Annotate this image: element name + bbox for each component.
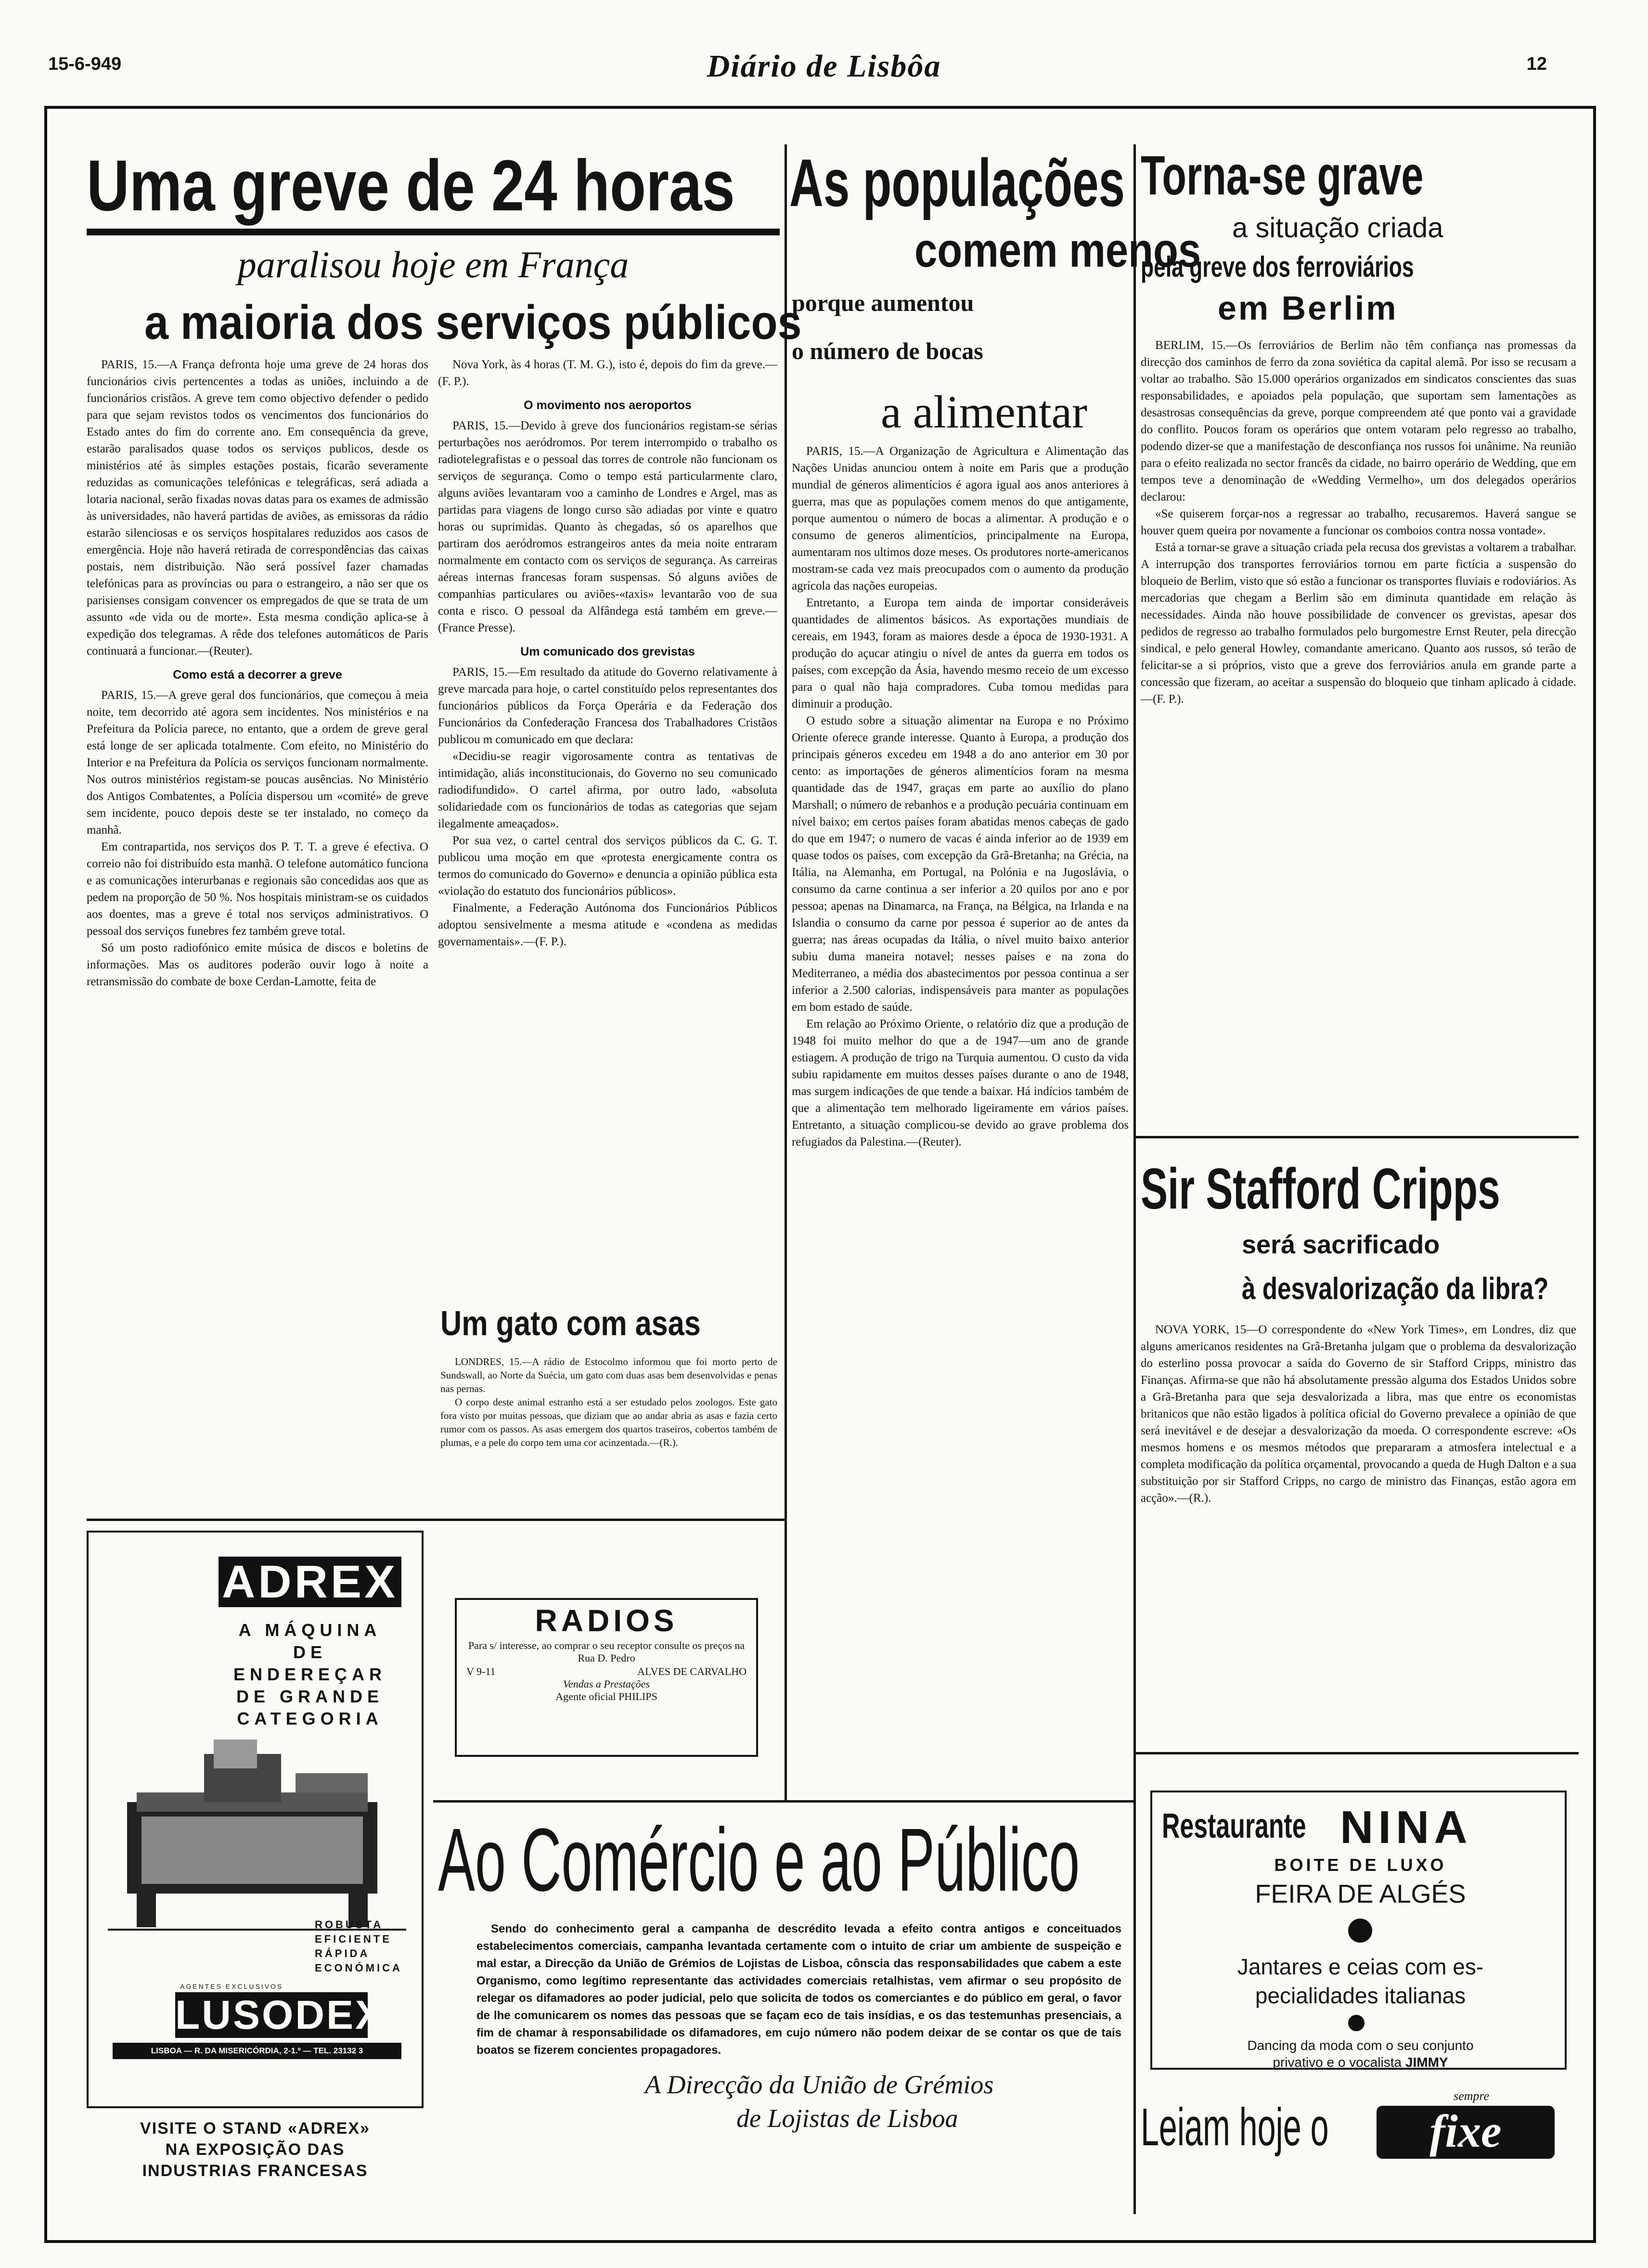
article-subtitle: paralisou hoje em França <box>237 244 629 285</box>
section-rule <box>1136 1752 1579 1754</box>
addressing-machine-illustration <box>108 1725 406 1932</box>
paragraph: PARIS, 15.—A Organização de Agricultura e Alimentação das Nações Unidas anunciou ontem à noite em Paris que a produção mundial de géneros alimentícios é agora igual aos anos anteriores à guerra, mas que as populações comem menos do que antigamente, porque aumentou o número de bocas a alimentar. A produção e o consumo de generos alimentícios, principalmente na Europa, aumentaram nos ultimos doze meses. Os produtores norte-americanos mostram-se cada vez mais preocupados com o aumento da produção agrícola das nações europeias. <box>792 445 1129 593</box>
paragraph: PARIS, 15.—Em resultado da atitude do Governo relativamente à greve marcada para hoje, o cartel constituído pelos representantes dos funcionários públicos da Força Operária e da Federação dos Funcionários da Confederação Francesa dos Trabalhadores Cristãos publicou m comunicado em que declara: <box>438 666 777 746</box>
article-headline: Torna-se grave <box>1141 145 1424 206</box>
ad-line: A MÁQUINA <box>238 1620 382 1640</box>
article-subtitle: porque aumentou <box>792 289 974 316</box>
feature-item: RÁPIDA <box>315 1947 370 1959</box>
article-subtitle: a situação criada <box>1232 212 1443 244</box>
notice-line: VISITE O STAND «ADREX» <box>140 2119 370 2138</box>
ad-line: CATEGORIA <box>237 1709 383 1728</box>
paragraph: Por sua vez, o cartel central dos serviços públicos da C. G. T. publicou uma moção em que «protesta energicamente contra os termos do comunicado do Governo» e denuncia a opinião pública esta «violação do estatuto dos funcionários públicos». <box>438 834 777 898</box>
newspaper-title: Diário de Lisbôa <box>707 49 941 84</box>
section-rule <box>87 1519 785 1521</box>
notice-line: INDUSTRIAS FRANCESAS <box>142 2162 368 2180</box>
ad-dealer: ALVES DE CARVALHO <box>637 1665 747 1677</box>
paragraph: Está a tornar-se grave a situação criada pela recusa dos grevistas a voltarem a trabalhar. A interrupção dos transportes ferroviários tornou em parte fictícia a suspensão do bloqueio de Berlim, visto que só estão a funcionar os transportes fluviais e rodoviários. As mercadorias que chegam a Berlim são em diminuta quantidade em relação às necessidades. Ainda não houve possibilidade de convencer os grevistas, apesar dos pedidos de regresso ao trabalho formulados pelo burgomestre Ernst Reuter, pela direcção sindical, e pelo general Howley, comandante americano. Quanto aos russos, só terão de felicitar-se a si próprios, visto que a greve dos ferroviários anula em grande parte a concessão que fizeram, ao aceitar a suspensão do bloqueio que tinham aplicado à cidade.—(F. P.). <box>1141 541 1576 706</box>
article-headline: Um gato com asas <box>440 1304 701 1343</box>
column-rule <box>785 144 787 1800</box>
notice-headline: Ao Comércio e ao Público <box>438 1810 1080 1910</box>
paragraph: Só um posto radiofónico emite música de discos e boletins de informações. Mas os auditores poderão ouvir logo à noite a retransmissão do combate de boxe Cerdan-Lamotte, feita de <box>87 941 428 988</box>
ad-text: Agente oficial PHILIPS <box>555 1690 657 1702</box>
notice-signature: de Lojistas de Lisboa <box>736 2104 958 2133</box>
paragraph: Entretanto, a Europa tem ainda de importar consideráveis quantidades de alimentos básicos. As exportações mundiais de cereais, em 1943, foram as maiores desde a época de 1930-1931. A produção do açucar atingiu o nível de antes da guerra em todos os países, com excepção da Ásia, havendo mesmo receio de um excesso para o qual não haja compradores. Cuba tomou medidas para diminuir a produção. <box>792 596 1129 710</box>
article-headline: comem menos <box>914 223 1201 277</box>
ad-text-row <box>457 1665 756 1678</box>
article-column <box>87 356 428 990</box>
fixe-ad-tagline: sempre <box>1454 2089 1490 2103</box>
agent-logo: LUSODEX <box>175 1992 385 2037</box>
paragraph: Em contrapartida, nos serviços dos P. T. T. a greve é efectiva. O correio não foi distribuído esta manhã. O telefone automático funciona e as comunicações interurbanas e regionais são concedidas aos que as pedem na proporção de 50 %. Nos hospitais ministram-se os cuidados aos doentes, mas a greve é total nos serviços administrativos. O pessoal dos serviços funebres fez também greve total. <box>87 840 428 938</box>
ad-line: Jantares e ceias com es- <box>1237 1954 1484 1979</box>
section-rule <box>433 1800 1133 1803</box>
vocalist-name: JIMMY <box>1405 2055 1448 2070</box>
ad-line-row <box>1152 2055 1569 2070</box>
article-column <box>1141 337 1576 708</box>
article-headline: As populações <box>789 145 1125 220</box>
article-subtitle: à desvalorização da libra? <box>1242 1271 1549 1306</box>
adrex-advertisement <box>87 1531 424 2108</box>
nina-advertisement <box>1150 1791 1567 2070</box>
brand-logo: ADREX <box>219 1557 401 1607</box>
article-subtitle: pela greve dos ferroviários <box>1141 251 1414 283</box>
ad-line: DE GRANDE <box>236 1687 384 1706</box>
page-number: 12 <box>1526 54 1547 74</box>
column-rule <box>1133 144 1136 2214</box>
restaurant-name: NINA <box>1340 1802 1472 1853</box>
fixe-ad-text: Leiam hoje o <box>1141 2098 1329 2157</box>
issue-date: 15-6-949 <box>48 54 122 74</box>
article-headline: Sir Stafford Cripps <box>1141 1157 1500 1221</box>
fixe-logo: fixe <box>1377 2106 1555 2159</box>
article-column <box>440 1355 777 1449</box>
ad-text: Vendas a Prestações <box>563 1678 650 1690</box>
ad-title: RADIOS <box>535 1603 678 1638</box>
ad-line: FEIRA DE ALGÉS <box>1255 1880 1466 1908</box>
notice-line: NA EXPOSIÇÃO DAS <box>165 2140 345 2159</box>
section-heading: O movimento nos aeroportos <box>524 399 692 412</box>
article-subtitle: será sacrificado <box>1242 1230 1440 1259</box>
feature-item: ROBUSTA <box>315 1919 384 1931</box>
paragraph: Nova York, às 4 horas (T. M. G.), isto é, depois do fim da greve.—(F. P.). <box>438 358 777 388</box>
bullet-dot <box>1348 1919 1372 1943</box>
paragraph: «Decidiu-se reagir vigorosamente contra as tentativas de intimidação, aliás inconstitucionais, do Governo no seu comunicado radiodifundido». O cartel afirma, por outro lado, «absoluta solidariedade com os funcionários de todas as categorias que sejam ilegalmente ameaçados». <box>438 750 777 830</box>
ad-line: pecialidades italianas <box>1255 1983 1466 2008</box>
article-column <box>792 443 1129 1150</box>
ad-text: Para s/ interesse, ao comprar o seu receptor consulte os preços na Rua D. Pedro <box>468 1639 745 1664</box>
feature-list <box>315 1918 402 1975</box>
agent-address: LISBOA — R. DA MISERICÓRDIA, 2-1.º — TEL. 23132 3 <box>113 2043 401 2059</box>
bullet-dot <box>1348 2015 1365 2031</box>
ad-line: privativo e o vocalista <box>1273 2055 1402 2070</box>
article-subtitle: em Berlim <box>1218 289 1398 327</box>
section-rule <box>1136 1136 1579 1138</box>
paragraph: Em relação ao Próximo Oriente, o relatório diz que a produção de 1948 foi muito melhor do que a de 1947—um ano de grande estiagem. A produção de trigo na Turquia aumentou. O custo da vida subiu rapidamente em muitos desses países durante o ano de 1948, mas surgem indicações de que tende a baixar. Há indícios também de que a alimentação tem melhorado ligeiramente em vários países. Entretanto, a situação complicou-se devido ao grave problema dos refugiados da Palestina.—(Reuter). <box>792 1018 1129 1148</box>
section-heading: Um comunicado dos grevistas <box>520 645 695 658</box>
radios-advertisement <box>455 1598 758 1757</box>
notice-body: Sendo do conhecimento geral a campanha de descrédito levada a efeito contra antigos e conceituados estabelecimentos comerciais, campanha levantada certamente com o intuito de criar um ambiente de suspeição e mal estar, a Direcção da União de Grémios de Lojistas de Lisboa, cônscia das responsabilidades que cabem a este Organismo, como legítimo representante das actividades comerciais retalhistas, vem afirmar o seu propósito de relegar os difamadores ao poder judicial, pelo que solicita de todos os comerciantes e do público em geral, o favor de lhe comunicarem os nomes das pessoas que se façam eco de tais insídias, e os das testemunhas presenciais, a fim de chamar à responsabilidade os difamadores, em cujo número não podem deixar de se contar os que de tais boatos se fizerem concientes propagadores. <box>476 1922 1121 2057</box>
paragraph: PARIS, 15.—Devido à greve dos funcionários registam-se sérias perturbações nos aeródromos. Por terem interrompido o trabalho os radiotelegrafistas e o pessoal das torres de controle não funcionam os serviços de segurança. Como o tempo está particularmente claro, alguns aviões levantaram voo a caminho de Londres e Argel, mas as partidas para viagens de longo curso são adiadas por vinte e quatro horas ou suprimidas. Quanto às chegadas, só os aparelhos que partiram dos aeródromos estrangeiros antes da meia noite entraram normalmente em contacto com os serviços de segurança. As carreiras aéreas internas francesas foram suspensas. Só alguns aviões de companhias particulares ou aviões-«taxis» levantarão voo de sua conta e risco. O pessoal da Alfândega está também em greve.—(France Presse). <box>438 419 777 634</box>
ad-line: Dancing da moda com o seu conjunto <box>1247 2038 1474 2053</box>
paragraph: PARIS, 15.—A França defronta hoje uma greve de 24 horas dos funcionários civis pertencentes a todas as uniões, incluindo a de funcionários cristãos. A greve tem como objectivo defender o pedido para que sejam revistos todos os vencimentos dos funcionários do Estado antes do fim do corrente ano. Em consequência da greve, estarão paralisados quase todos os serviços publicos, desde os ministérios até às simples estações postais, ficarão severamente reduzidas as comunicações telefónicas e telegráficas, será adiada a lotaria nacional, serão fixadas novas datas para os exames de admissão às universidades, não haverá partidas de aviões, as emissoras da rádio estarão silenciosas e os serviços hospitalares reduzidos aos casos de emergência. Hoje não haverá retirada de correspondências das caixas postais, nem distribuição. Não será possível fazer chamadas telefónicas para as províncias ou para o estrangeiro, a não ser que os parisienses consigam convencer os empregados de que se trata de um assunto «de vida ou de morte». Esta mesma condição aplica-se à expedição dos telegramas. A rêde dos telefones automáticos de Paris continuará a funcionar.—(Reuter). <box>87 358 428 657</box>
paragraph: O estudo sobre a situação alimentar na Europa e no Próximo Oriente oferece grande interesse. Quanto à Europa, a produção dos principais géneros excedeu em 1948 a do ano anterior em 30 por cento: as importações de géneros alimentícios foram na mesma quantidade das de 1947, graças em parte ao auxílio do plano Marshall; o número de rebanhos e a produção pecuária continuam em nível baixo; em certos países foram abatidas menos cabeças de gado do que em 1947; o numero de vacas é ainda inferior ao de 1939 em quase todos os países, com excepção da Grã-Bretanha; na Grécia, na Itália, na Alemanha, em Portugal, na Polónia e na Jugoslávia, o consumo da carne continua a ser inferior a 20 quilos por ano e por pessoa; apenas na Dinamarca, na França, na Bélgica, na Irlanda e na Islandia o consumo da carne por pessoa é superior ao de antes da guerra; nas áreas ocupadas da Itália, o nível muito baixo anterior subiu duma maneira notavel; nesses países e na zona do Mediterraneo, a média dos abastecimentos por pessoa continua a ser inferior a 2.500 calorias, indispensáveis para manter as populações em bom estado de saúde. <box>792 714 1129 1014</box>
restaurant-label: Restaurante <box>1162 1807 1306 1845</box>
feature-item: ECONÓMICA <box>315 1962 402 1974</box>
feature-item: EFICIENTE <box>315 1933 392 1945</box>
ad-line: BOITE DE LUXO <box>1274 1855 1447 1875</box>
section-heading: Como está a decorrer a greve <box>173 668 342 682</box>
headline-underline <box>87 229 780 235</box>
paragraph: «Se quiserem forçar-nos a regressar ao trabalho, recusaremos. Haverá sangue se houver quem queira por novamente a funcionar os comboios contra nossa vontade». <box>1141 507 1576 537</box>
article-headline: Uma greve de 24 horas <box>87 145 735 226</box>
ad-address: V 9-11 <box>466 1665 496 1677</box>
article-subtitle: o número de bocas <box>792 337 983 364</box>
paragraph: BERLIM, 15.—Os ferroviários de Berlim não têm confiança nas promessas da direcção dos caminhos de ferro da zona soviética da capital alemã. Por isso se recusam a voltar ao trabalho. São 15.000 operários organizados em sindicatos conscientes das suas responsabilidades, e apoiados pela população, que suportam sem lamentações as desastrosas consequências da greve, porque compreendem até que ponto vai a gravidade do conflito. Poucos foram os operários que ontem votaram pelo regresso ao trabalho, podendo dizer-se que a manifestação de desconfiança nos russos foi unânime. Na reunião para o efeito realizada no sector francês da cidade, no bairro operário de Wedding, que em tempos teve a denominação de «Wedding Vermelho», um dos delegados operários declarou: <box>1141 339 1576 503</box>
notice-signature: A Direcção da União de Grémios <box>645 2070 994 2099</box>
agents-label: AGENTES EXCLUSIVOS <box>180 1983 283 1990</box>
paragraph: O corpo deste animal estranho está a ser estudado pelos zoologos. Este gato fora visto por muitas pessoas, que diziam que ao andar abria as asas e fazia certo rumor com os passos. As asas emergem dos quartos traseiros, cobertos também de plumas, e a pele do corpo tem uma cor acinzentada.—(R.). <box>440 1396 777 1448</box>
article-column <box>1141 1321 1576 1507</box>
ad-line: DE ENDEREÇAR <box>233 1642 387 1684</box>
paragraph: PARIS, 15.—A greve geral dos funcionários, que começou à meia noite, tem decorrido até agora sem incidentes. Nos ministérios e na Prefeitura da Polícia parece, no entanto, que a ordem de greve geral está longe de ser aplicada totalmente. Com efeito, no Ministério do Interior e na Prefeitura da Polícia os serviços funcionam normalmente. Nos outros ministérios registam-se poucas ausências. No Ministério dos Antigos Combatentes, a Polícia dispersou um «comité» de greve sem incidente, pouco depois deste se ter instalado, no começo da manhã. <box>87 689 428 837</box>
ad-slogan <box>219 1619 401 1730</box>
paragraph: NOVA YORK, 15—O correspondente do «New York Times», em Londres, diz que alguns americanos residentes na Grã-Bretanha julgam que o problema da desvalorização do esterlino possa provocar a saída do Governo de sir Stafford Cripps, ministro das Finanças. Afirma-se que não há absolutamente pressão alguma dos Estados Unidos sobre a Grã-Bretanha para que seja desvalorizada a libra, mas que entre os economistas britanicos que não estão ligados à política oficial do Governo prevalece a opinião de que será inevitável e de desejar a desvalorização da moeda. O correspondente escreve: «Os mesmos homens e os mesmos métodos que prepararam a atmosfera intelectual e a completa modificação da política orçamental, provocando a queda de Hugh Dalton e a sua substituição por sir Stafford Cripps, no cargo de ministro das Finanças, estão agora em acção».—(R.). <box>1141 1323 1576 1505</box>
article-subtitle: a maioria dos serviços públicos <box>144 296 802 349</box>
exhibition-notice <box>87 2118 424 2181</box>
article-subtitle: a alimentar <box>881 386 1088 438</box>
paragraph: Finalmente, a Federação Autónoma dos Funcionários Públicos adoptou sensivelmente a mesma atitude e «condena as medidas governamentais».—(F. P.). <box>438 902 777 948</box>
paragraph: LONDRES, 15.—A rádio de Estocolmo informou que foi morto perto de Sundswall, ao Norte da Suécia, um gato com duas asas bem desenvolvidas e penas nas pernas. <box>440 1356 777 1394</box>
article-column <box>438 356 777 950</box>
